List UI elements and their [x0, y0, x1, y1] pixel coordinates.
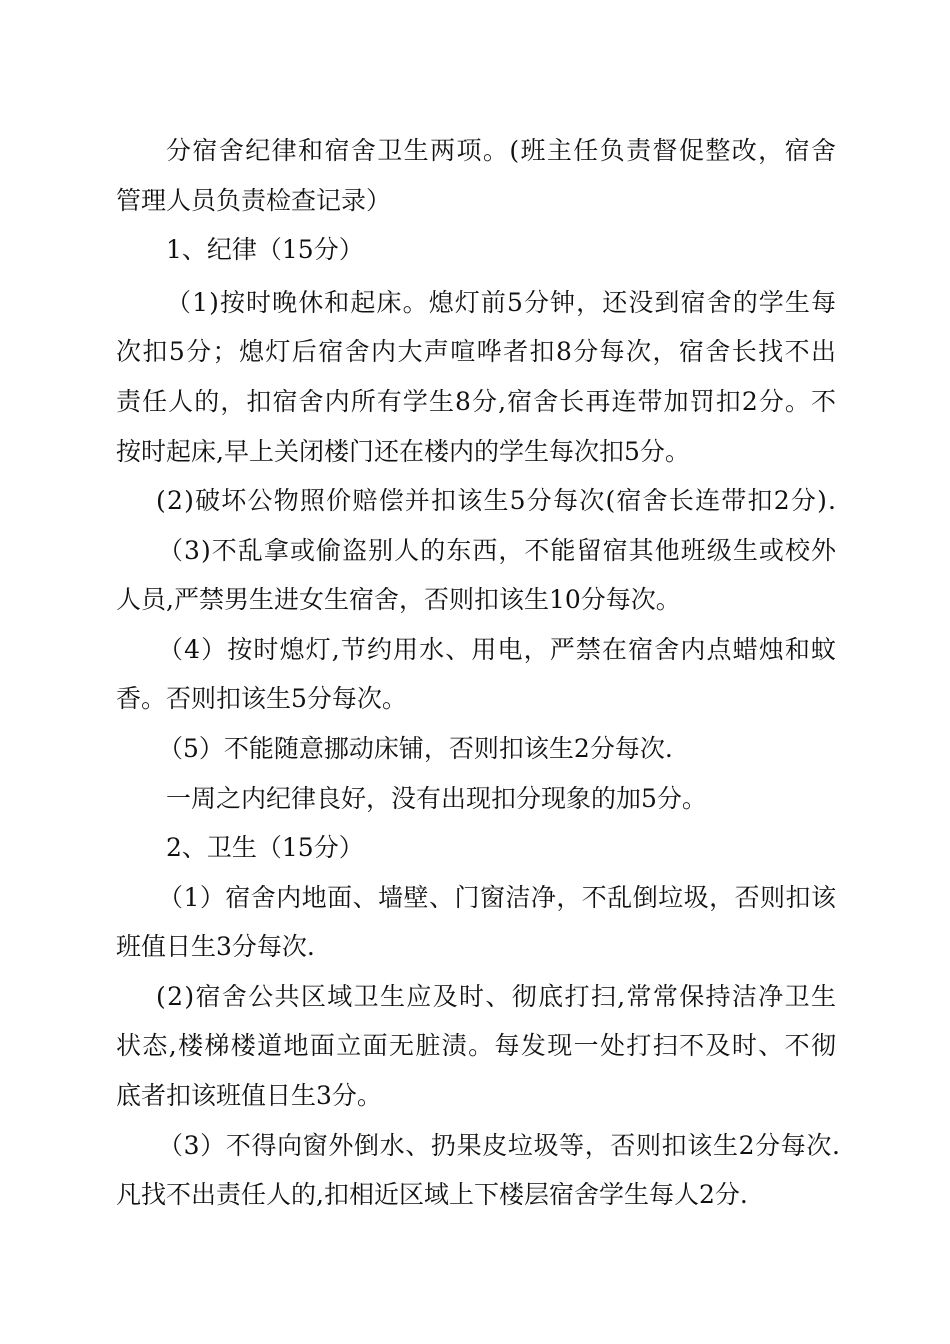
hygiene-item-2-line-3: 底者扣该班值日生3分。 [116, 1081, 382, 1110]
discipline-item-1-line-3: 责任人的，扣宿舍内所有学生8分,宿舍长再连带加罚扣2分。不 [116, 387, 838, 416]
hygiene-item-1-line-2: 班值日生3分每次. [116, 932, 315, 961]
discipline-item-3-line-2: 人员,严禁男生进女生宿舍，否则扣该生10分每次。 [116, 585, 681, 614]
hygiene-item-3-line-1: （3）不得向窗外倒水、扔果皮垃圾等，否则扣该生2分每次. [158, 1131, 841, 1160]
hygiene-item-2-line-2: 状态,楼梯楼道地面立面无脏渍。每发现一处打扫不及时、不彻 [116, 1031, 838, 1060]
discipline-item-1-line-2: 次扣5分；熄灯后宿舍内大声喧哗者扣8分每次，宿舍长找不出 [116, 337, 838, 366]
paragraph-intro-line-2: 管理人员负责检查记录） [116, 186, 392, 215]
hygiene-item-2-line-1: (2)宿舍公共区域卫生应及时、彻底打扫,常常保持洁净卫生 [156, 982, 838, 1011]
section-heading-discipline: 1、纪律（15分） [166, 235, 364, 264]
paragraph-intro-line-1: 分宿舍纪律和宿舍卫生两项。(班主任负责督促整改，宿舍 [166, 136, 838, 165]
discipline-item-4-line-1: （4）按时熄灯,节约用水、用电，严禁在宿舍内点蜡烛和蚊 [158, 635, 838, 664]
discipline-item-4-line-2: 香。否则扣该生5分每次。 [116, 684, 407, 713]
section-heading-hygiene: 2、卫生（15分） [166, 833, 364, 862]
discipline-bonus: 一周之内纪律良好，没有出现扣分现象的加5分。 [166, 784, 707, 813]
hygiene-item-1-line-1: （1）宿舍内地面、墙壁、门窗洁净，不乱倒垃圾，否则扣该 [158, 883, 837, 912]
discipline-item-5: （5）不能随意挪动床铺，否则扣该生2分每次. [158, 734, 673, 763]
hygiene-item-3-line-2: 凡找不出责任人的,扣相近区域上下楼层宿舍学生每人2分. [116, 1180, 748, 1209]
discipline-item-1-line-1: （1)按时晚休和起床。熄灯前5分钟，还没到宿舍的学生每 [166, 288, 838, 317]
discipline-item-3-line-1: （3)不乱拿或偷盗别人的东西，不能留宿其他班级生或校外 [158, 536, 838, 565]
discipline-item-1-line-4: 按时起床,早上关闭楼门还在楼内的学生每次扣5分。 [116, 437, 690, 466]
discipline-item-2: (2)破坏公物照价赔偿并扣该生5分每次(宿舍长连带扣2分). [156, 486, 838, 515]
